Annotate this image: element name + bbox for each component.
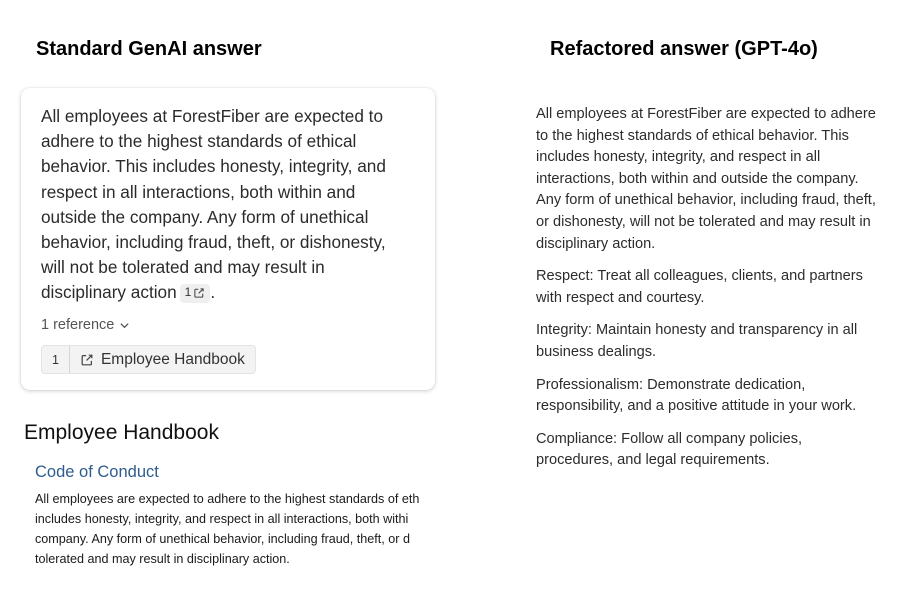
answer-trailing-period: . xyxy=(210,282,216,303)
handbook-title: Employee Handbook xyxy=(24,421,219,444)
handbook-line: All employees are expected to adhere to the highest standards of eth xyxy=(35,492,420,506)
refactored-answer xyxy=(536,104,881,483)
refactored-paragraph: Compliance: Follow all company policies, procedures, and legal requirements. xyxy=(536,430,803,469)
reference-item[interactable] xyxy=(41,345,256,374)
external-link-icon xyxy=(193,287,205,299)
citation-number: 1 xyxy=(184,285,192,300)
refactored-answer-heading: Refactored answer (GPT-4o) xyxy=(550,38,818,60)
handbook-section-title: Code of Conduct xyxy=(35,463,159,481)
reference-number: 1 xyxy=(42,346,70,373)
chevron-down-icon xyxy=(119,320,130,331)
handbook-line: company. Any form of unethical behavior, including fraud, theft, or d xyxy=(35,532,410,546)
refactored-paragraph: All employees at ForestFiber are expected to adhere to the highest standards of ethical behavior. This includes honesty, integrity, and respect in all interactions, both within and outside the company. Any form of unethical behavior, including fraud, theft, or dishonesty, will not be tolerated and may result in disciplinary action. xyxy=(536,106,876,252)
handbook-line: tolerated and may result in disciplinary action. xyxy=(35,552,290,566)
chat-answer-card xyxy=(21,88,435,390)
references-toggle-label: 1 reference xyxy=(41,317,115,333)
refactored-paragraph: Integrity: Maintain honesty and transparency in all business dealings. xyxy=(536,322,858,360)
references-toggle[interactable] xyxy=(41,317,130,333)
standard-answer-heading: Standard GenAI answer xyxy=(36,38,262,60)
chat-answer-text xyxy=(41,104,411,306)
answer-body: All employees at ForestFiber are expected to adhere to the highest standards of ethical behavior. This includes honesty, integrity, and respect in all interactions, both within and outside the company. Any form of unethical behavior, including fraud, theft, or dishonesty, will not be tolerated and may result in disciplinary action xyxy=(41,106,386,303)
external-link-icon xyxy=(80,353,94,367)
handbook-line: includes honesty, integrity, and respect in all interactions, both withi xyxy=(35,512,409,526)
refactored-paragraph: Professionalism: Demonstrate dedication, responsibility, and a positive attitude in your work. xyxy=(536,376,857,415)
reference-title: Employee Handbook xyxy=(100,350,245,368)
handbook-excerpt xyxy=(35,489,447,569)
refactored-paragraph: Respect: Treat all colleagues, clients, and partners with respect and courtesy. xyxy=(536,268,863,306)
citation-chip[interactable] xyxy=(180,284,211,303)
